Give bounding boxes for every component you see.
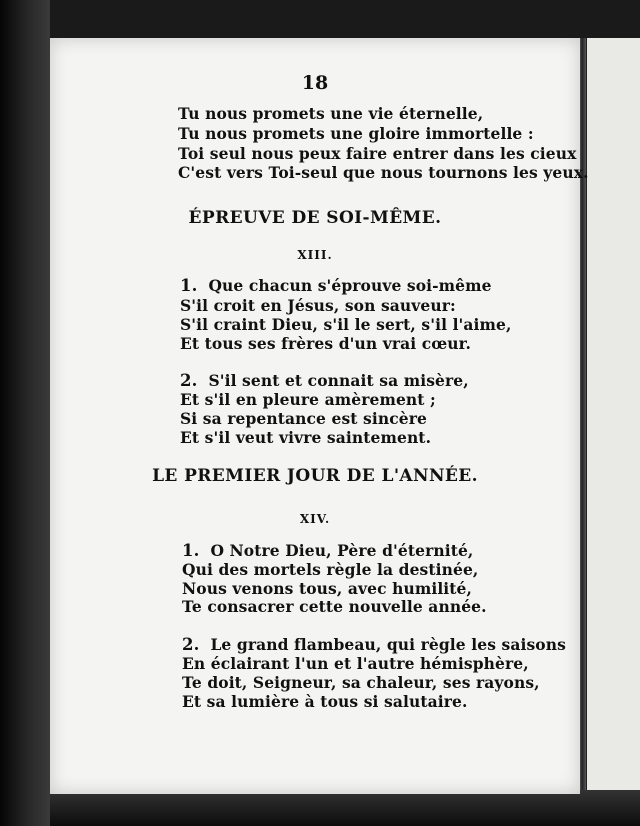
verse-line: Et s'il en pleure amèrement ; <box>180 390 436 409</box>
verse-line: Qui des mortels règle la destinée, <box>182 560 479 579</box>
verse-line: Nous venons tous, avec humilité, <box>182 579 473 598</box>
verse-line: S'il craint Dieu, s'il le sert, s'il l'aime, <box>180 315 512 334</box>
verse-line: Te consacrer cette nouvelle année. <box>182 597 487 616</box>
verse-text: S'il sent et connait sa misère, <box>208 371 469 390</box>
verse-line: En éclairant l'un et l'autre hémisphère, <box>182 654 529 673</box>
opening-line: Tu nous promets une gloire immortelle : <box>178 124 534 143</box>
hymn-numeral: XIII. <box>297 248 333 262</box>
verse-line <box>180 276 492 295</box>
verse-line: Et sa lumière à tous si salutaire. <box>182 692 468 711</box>
hymn-numeral: XIV. <box>299 512 331 526</box>
verse-number: 2. <box>182 635 200 654</box>
verse-line: Te doit, Seigneur, sa chaleur, ses rayons, <box>182 673 540 692</box>
opening-line: Tu nous promets une vie éternelle, <box>178 104 484 123</box>
verse-line <box>180 371 469 390</box>
bottom-shadow <box>50 790 640 826</box>
book-page <box>50 38 589 794</box>
section-title: ÉPREUVE DE SOI-MÊME. <box>188 208 442 228</box>
verse-line: Et s'il veut vivre saintement. <box>180 428 432 447</box>
verse-text: O Notre Dieu, Père d'éternité, <box>210 541 474 560</box>
verse-number: 1. <box>182 541 200 560</box>
verse-number: 1. <box>180 276 198 295</box>
verse-text: Le grand flambeau, qui règle les saisons <box>210 635 566 654</box>
verse-line <box>182 541 473 560</box>
verse-line: Si sa repentance est sincère <box>180 409 427 428</box>
section-title: LE PREMIER JOUR DE L'ANNÉE. <box>152 466 478 486</box>
next-page-edge <box>584 38 640 794</box>
verse-number: 2. <box>180 371 198 390</box>
verse-text: Que chacun s'éprouve soi-même <box>208 276 492 295</box>
verse-line: Et tous ses frères d'un vrai cœur. <box>180 334 472 353</box>
page-number: 18 <box>301 72 329 94</box>
verse-line <box>182 635 566 654</box>
verse-line: S'il croit en Jésus, son sauveur: <box>180 296 456 315</box>
opening-line: Toi seul nous peux faire entrer dans les cieux <box>178 144 577 163</box>
opening-line: C'est vers Toi-seul que nous tournons les yeux. <box>178 163 589 182</box>
book-spine-shadow <box>0 0 50 826</box>
